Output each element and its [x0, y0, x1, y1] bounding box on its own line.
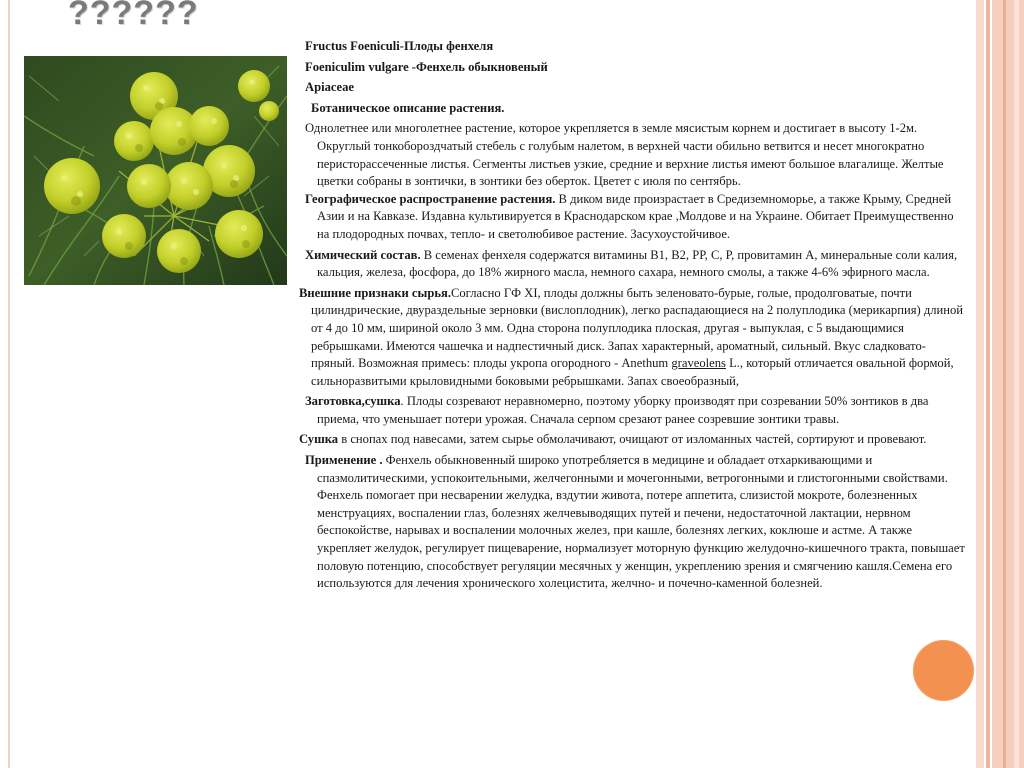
right-stripe — [976, 0, 984, 768]
botany-paragraph: Однолетнее или многолетнее растение, которое укрепляется в земле мясистым корнем и достигает в высоту 1-2м. Округлый тонкобороздчатый стебель с голубым налетом, в верхней части обильно ветвится и несет многократно перисторассеченные листья. Сегменты листьев узкие, средние и верхние листья имеют большое влагалище. Желтые цветки собраны в зонтички, в зонтики без оберток. Цветет с июля по сентябрь. — [305, 121, 944, 189]
geography-heading: Географическое распространение растения. — [305, 191, 556, 206]
right-stripe — [986, 0, 990, 768]
chemistry-heading: Химический состав. — [305, 247, 421, 262]
botanical-heading: Ботаническое описание растения. — [311, 100, 505, 115]
chemistry-paragraph — [305, 247, 965, 282]
right-stripe — [1014, 0, 1019, 768]
geography-paragraph — [305, 191, 965, 244]
right-stripe — [992, 0, 1024, 768]
harvest-text: . Плоды созревают неравномерно, поэтому уборку производят при созревании 50% зонтиков в два приема, что уменьшает потери урожая. Сначала серпом срезают ранее созревшие зонтики травы. — [317, 394, 929, 426]
family-name: Apiaceae — [305, 80, 354, 95]
harvest-heading: Заготовка,сушка — [305, 394, 401, 409]
description-text — [299, 38, 965, 593]
slide-title: ?????? — [68, 0, 199, 32]
right-stripe — [1003, 0, 1006, 768]
left-frame-line — [8, 0, 10, 768]
external-features-underlined-word: graveolens — [671, 356, 726, 371]
drying-text: в снопах под навесами, затем сырье обмолачивают, очищают от изломанных частей, сортируют и провевают. — [338, 432, 927, 447]
fennel-photo-image — [24, 56, 287, 285]
fennel-photo — [24, 56, 287, 285]
chemistry-text: В семенах фенхеля содержатся витамины В1, В2, РР, С, Р, провитамин А, минеральные соли калия, кальция, железа, фосфора, до 18% жирного масла, немного сахара, немного смолы, а также 4-6% эфирного масла. — [317, 247, 958, 280]
external-features-text-1: Согласно ГФ XI, плоды должны быть зеленовато-бурые, голые, продолговатые, почти цилиндрические, двураздельные зерновки (вислоплодник), легко распадающиеся на 2 полуплодика (мерикарпия) длиной от 4 до 10 мм, шириной около 3 мм. Одна сторона полуплодика плоская, другая - выпуклая, с 5 выдающимися ребрышками. Имеются чашечка и надпестичный диск. Запах характерный, ароматный, сильный. Вкус сладковато-пряный. Возможная примесь: плоды укропа огородного - Anethum — [311, 285, 964, 371]
drying-heading: Сушка — [299, 432, 339, 447]
latin-plant-name: Foeniculim vulgare -Фенхель обыкновеный — [305, 59, 548, 74]
external-features-paragraph — [299, 285, 965, 391]
latin-raw-material-name: Fructus Foeniculi-Плоды фенхеля — [305, 39, 494, 53]
orange-circle-decoration — [913, 640, 974, 701]
geography-text: В диком виде произрастает в Средиземноморье, а также Крыму, Средней Азии и на Кавказе. Издавна культивируется в Краснодарском крае ,Молдове и на Украине. Обитает Преимущественно на плодородных почвах, тепло- и светолюбивое растение. Засухоустойчивое. — [317, 191, 954, 241]
external-features-heading: Внешние признаки сырья. — [299, 285, 451, 300]
harvest-paragraph — [305, 393, 965, 428]
drying-paragraph — [299, 431, 965, 449]
application-heading: Применение . — [305, 453, 383, 468]
application-paragraph — [305, 452, 965, 593]
external-features-text-2: L., который отличается овальной формой, сильноразвитыми крыловидными боковыми ребрышками. Запах своеобразный, — [311, 356, 954, 388]
application-text: Фенхель обыкновенный широко употребляется в медицине и обладает отхаркивающими и спазмолитическими, успокоительными, желчегонными и мочегонными, ветрогонными и глистогонными свойствами. Фенхель помогает при несварении желудка, вздутии живота, потере аппетита, слизистой мокроте, болезненных менструациях, воспалении глаз, болезнях желчевыводящих путей и печени, недостаточной лактации, нервном беспокойстве, нарывах и воспалении молочных желез, при кашле, болезнях легких, коклюше и астме. А также укрепляет желудок, регулирует пищеварение, нормализует моторную функцию желудочно-кишечного тракта, повышает половую потенцию, способствует регуляции месячных у женщин, укреплению зрения и смягчению кашля.Семена его используются для лечения хронического холецистита, желчно- и почечно-каменной болезней. — [317, 453, 965, 591]
